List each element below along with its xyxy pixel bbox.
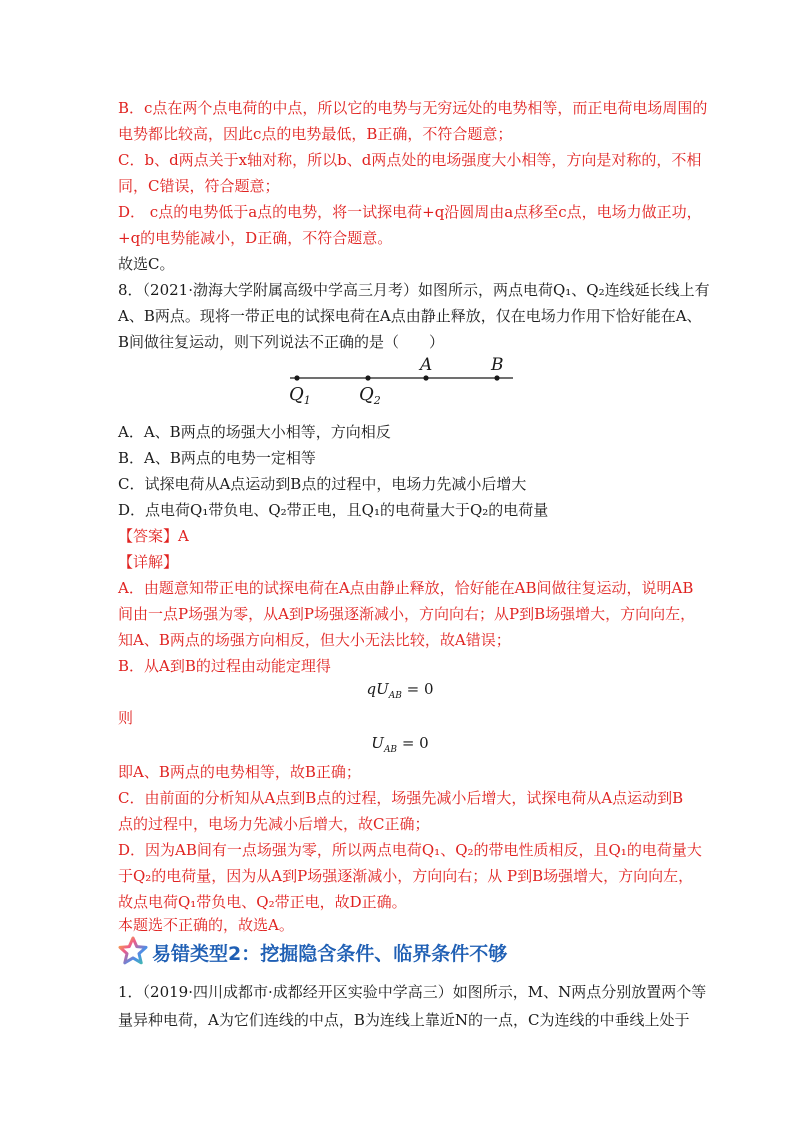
question-8-line: 8．（2021·渤海大学附属高级中学高三月考）如图所示，两点电荷Q₁、Q₂连线延长线上有 [118, 281, 710, 299]
a-label: A [420, 355, 433, 375]
option-d: D．点电荷Q₁带负电、Q₂带正电，且Q₁的电荷量大于Q₂的电荷量 [118, 501, 549, 519]
detail-label: 【详解】 [118, 553, 179, 571]
text-line: 点的过程中，电场力先减小后增大，故C正确； [118, 815, 430, 833]
text-line: 本题选不正确的，故选A。 [118, 916, 294, 934]
option-c: C．试探电荷从A点运动到B点的过程中，电场力先减小后增大 [118, 475, 527, 493]
text-line: A、B两点。现将一带正电的试探电荷在A点由静止释放，仅在电场力作用下恰好能在A、 [118, 307, 702, 325]
text-line: B间做往复运动，则下列说法不正确的是（ ） [118, 333, 445, 351]
text-line: 量异种电荷，A为它们连线的中点，B为连线上靠近N的一点，C为连线的中垂线上处于 [118, 1011, 690, 1029]
text-line: D．因为AB间有一点场强为零，所以两点电荷Q₁、Q₂的带电性质相反，且Q₁的电荷量大 [118, 841, 702, 859]
text-line: +q的电势能减小，D正确，不符合题意。 [118, 229, 393, 247]
question-1-line: 1．（2019·四川成都市·成都经开区实验中学高三）如图所示，M、N两点分别放置两个等 [118, 983, 707, 1001]
text-line: B．从A到B的过程由动能定理得 [118, 657, 331, 675]
text-line: B．c点在两个点电荷的中点，所以它的电势与无穷远处的电势相等，而正电荷电场周围的 [118, 99, 708, 117]
option-b: B．A、B两点的电势一定相等 [118, 449, 316, 467]
answer-label: 【答案】A [118, 527, 189, 545]
svg-text:Q1 [289, 384, 311, 407]
text-line: C．由前面的分析知从A点到B点的过程，场强先减小后增大，试探电荷从A点运动到B [118, 789, 684, 807]
text-line: D． c点的电势低于a点的电势，将一试探电荷+q沿圆周由a点移至c点，电场力做正功， [118, 203, 702, 221]
q1-point [294, 375, 299, 380]
text-line: 故选C。 [118, 255, 175, 273]
svg-text:Q2 [359, 384, 381, 407]
text-line: 则 [118, 709, 134, 727]
b-point [494, 375, 499, 380]
q1-sub: 1 [303, 394, 311, 407]
equation-1: $qU_{AB} = 0$ [366, 680, 434, 701]
option-a: A．A、B两点的场强大小相等，方向相反 [118, 423, 391, 441]
q2-point [365, 375, 370, 380]
text-line: 知A、B两点的场强方向相反，但大小无法比较，故A错误； [118, 631, 511, 649]
q1-label: Q [289, 384, 304, 405]
text-line: 电势都比较高，因此c点的电势最低，B正确，不符合题意； [118, 125, 513, 143]
q2-sub: 2 [373, 394, 381, 407]
text-line: 即A、B两点的电势相等，故B正确； [118, 763, 361, 781]
star-icon [118, 936, 148, 966]
charge-line-diagram [285, 350, 525, 410]
text-line: 故点电荷Q₁带负电、Q₂带正电，故D正确。 [118, 893, 407, 911]
q2-label: Q [359, 384, 374, 405]
text-line: 间由一点P场强为零，从A到P场强逐渐减小，方向向右；从P到B场强增大，方向向左， [118, 605, 696, 623]
a-point [423, 375, 428, 380]
equation-2: $U_{AB} = 0$ [371, 734, 429, 755]
text-line: 于Q₂的电荷量，因为从A到P场强逐渐减小，方向向右；从 P到B场强增大，方向向左， [118, 867, 694, 885]
text-line: 同，C错误，符合题意； [118, 177, 280, 195]
text-line: C．b、d两点关于x轴对称，所以b、d两点处的电场强度大小相等，方向是对称的，不相 [118, 151, 702, 169]
text-line: A．由题意知带正电的试探电荷在A点由静止释放，恰好能在AB间做往复运动，说明AB [118, 579, 694, 597]
b-label: B [491, 355, 504, 375]
section-heading: 易错类型2：挖掘隐含条件、临界条件不够 [152, 943, 508, 965]
